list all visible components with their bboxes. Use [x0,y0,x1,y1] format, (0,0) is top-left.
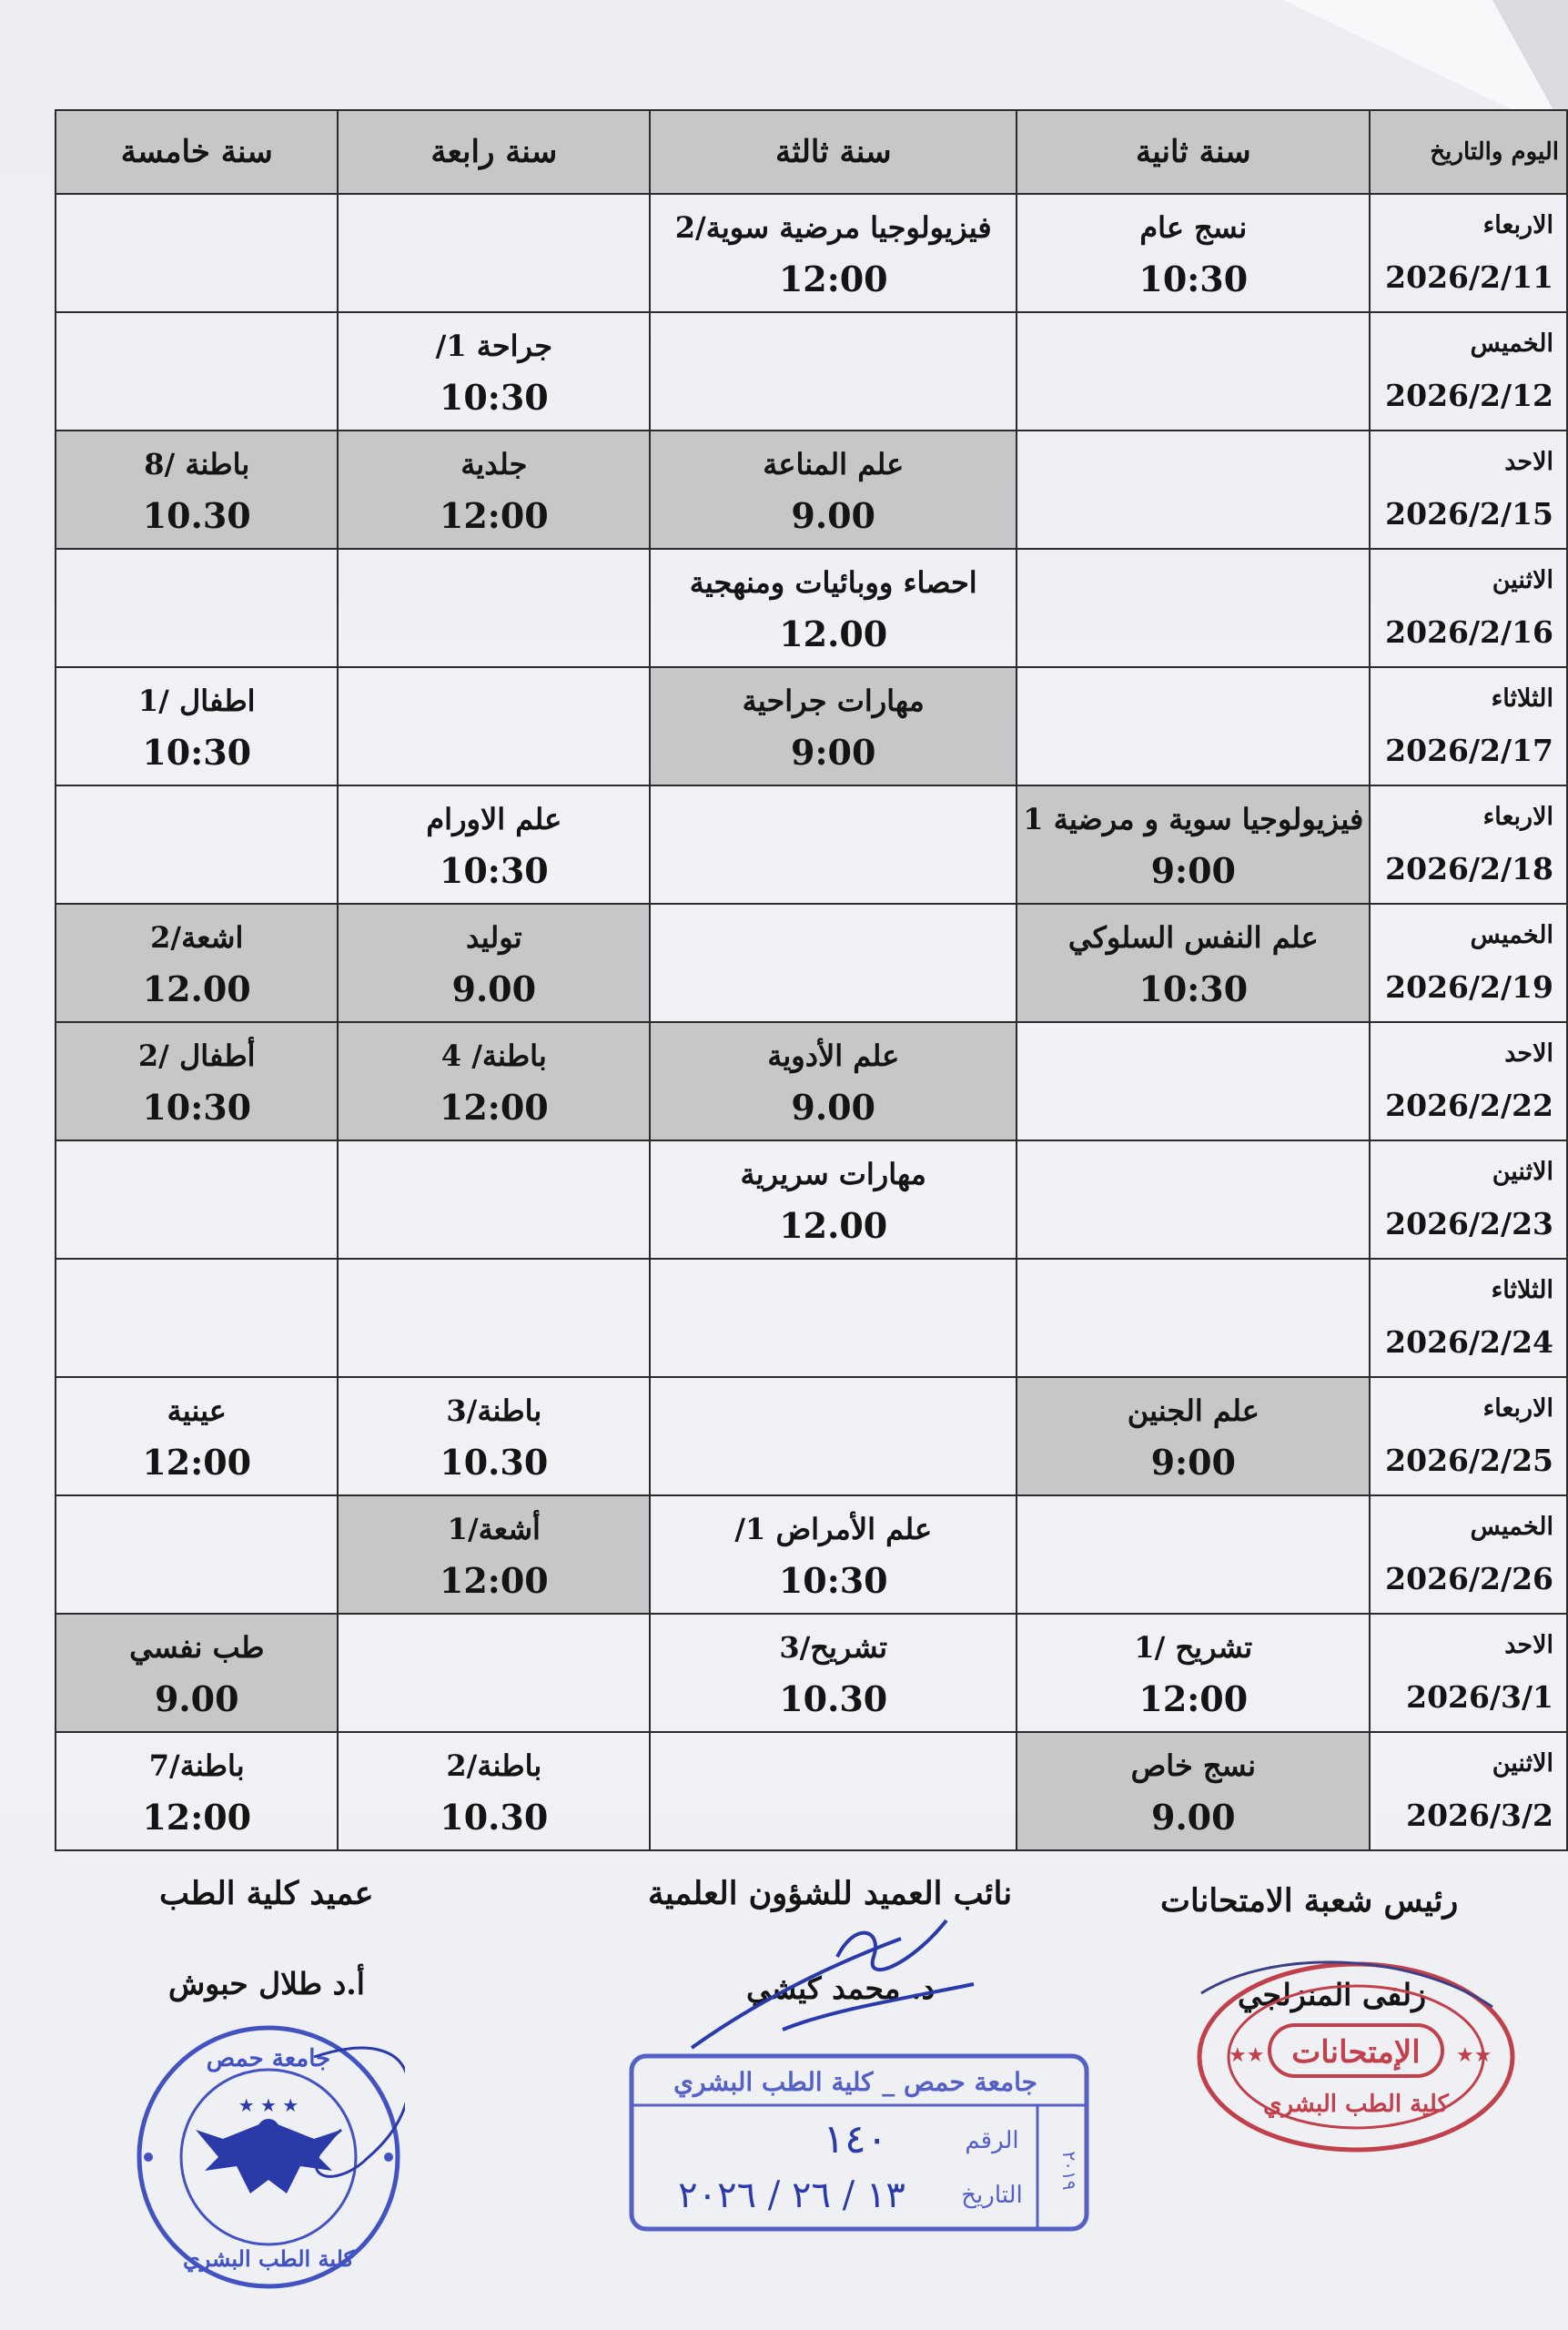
subject-name: باطنة/7 [148,1748,245,1783]
exam-time: 9.00 [791,495,875,536]
exam-time: 9.00 [791,1087,875,1128]
exams-head-name: زلفى المنزلجي [1238,1977,1427,2012]
exam-time: 10.30 [779,1678,888,1719]
exam-cell-y2 [1017,904,1370,1022]
subject-name: جلدية [460,447,528,481]
exams-stamp-text-2: كلية الطب البشري [1263,2091,1449,2118]
exam-cell-y4 [338,312,650,431]
exam-time: 10:30 [142,732,252,773]
registry-number-value: ١٤٠ [823,2116,888,2163]
exam-cell-y3 [650,1022,1017,1140]
subject-name: مهارات سريرية [740,1157,926,1191]
subject-name: عينية [167,1393,227,1428]
day-name: الاربعاء [1482,1394,1553,1423]
exam-time: 10:30 [1138,968,1249,1009]
vice-dean-signature [673,1902,1001,2066]
day-date-cell [1370,1022,1567,1140]
subject-name: فيزيولوجيا سوية و مرضية 1 [1023,802,1364,836]
day-name: الاثنين [1492,1749,1553,1778]
exam-time: 12:00 [142,1797,252,1838]
exam-cell-y3 [650,1495,1017,1614]
exams-department-stamp [1192,1957,1520,2157]
exam-cell-y2 [1017,1022,1370,1140]
dean-title: عميد كلية الطب [159,1875,374,1912]
exam-time: 12.00 [779,613,888,654]
table-row [56,194,1567,312]
exam-date: 2026/2/15 [1385,496,1553,532]
exam-cell-y3 [650,785,1017,904]
exam-cell-y3 [650,194,1017,312]
subject-name: أطفال /2 [137,1038,256,1073]
exam-cell-y2 [1017,1732,1370,1850]
exam-date: 2026/2/18 [1385,851,1553,886]
day-date-cell [1370,312,1567,431]
exam-time: 10.30 [142,495,251,536]
table-row [56,1022,1567,1140]
exam-time: 12:00 [1138,1678,1249,1719]
exam-schedule-table [55,109,1568,1851]
subject-name: احصاء ووبائيات ومنهجية [689,565,977,600]
day-name: الاربعاء [1482,211,1553,239]
exam-time: 10.30 [440,1442,549,1483]
table-row [56,431,1567,549]
exam-cell-y2 [1017,667,1370,785]
dean-seal [132,2021,405,2294]
subject-name: توليد [465,920,522,955]
exam-time: 12.00 [142,968,251,1009]
exam-cell-y2 [1017,785,1370,904]
table-row [56,667,1567,785]
day-name: الاحد [1504,1039,1553,1068]
subject-name: علم النفس السلوكي [1067,920,1319,955]
day-name: الاحد [1504,448,1553,476]
exam-cell-y3 [650,1377,1017,1495]
day-date-cell [1370,667,1567,785]
exam-time: 9:00 [1150,1442,1236,1483]
day-date-cell [1370,1259,1567,1377]
table-row [56,904,1567,1022]
schedule-body [56,194,1567,1850]
exam-time: 10:30 [1138,258,1249,299]
subject-name: فيزيولوجيا مرضية سوية/2 [674,210,992,245]
day-date-cell [1370,785,1567,904]
exam-cell-y5 [56,194,338,312]
exam-cell-y2 [1017,1614,1370,1732]
table-row [56,1732,1567,1850]
exam-cell-y4 [338,1614,650,1732]
exam-date: 2026/2/25 [1385,1443,1553,1478]
exam-cell-y4 [338,431,650,549]
exam-cell-y5 [56,1377,338,1495]
exam-time: 12:00 [439,1560,549,1601]
day-name: الاثنين [1492,566,1553,594]
exam-cell-y5 [56,1614,338,1732]
subject-name: اطفال /1 [137,684,256,718]
day-name: الثلاثاء [1491,1276,1553,1304]
exam-time: 9.00 [451,968,537,1009]
exam-cell-y3 [650,667,1017,785]
dean-seal-top-text: جامعة حمص [206,2045,331,2072]
exam-time: 10:30 [439,850,549,891]
subject-name: أشعة/1 [447,1512,541,1546]
exam-date: 2026/2/11 [1385,259,1553,295]
header-year-4: سنة رابعة [338,110,650,194]
exam-cell-y2 [1017,1140,1370,1259]
exam-date: 2026/2/12 [1385,378,1553,413]
exam-date: 2026/2/24 [1385,1324,1553,1360]
exam-date: 2026/3/2 [1406,1798,1553,1833]
star-icon: ★★ [1229,2044,1265,2067]
exam-cell-y4 [338,194,650,312]
exam-cell-y5 [56,904,338,1022]
day-name: الخميس [1470,329,1553,358]
registry-stamp [628,2052,1092,2234]
exam-date: 2026/2/26 [1385,1561,1553,1596]
exam-date: 2026/2/16 [1385,614,1553,650]
subject-name: مهارات جراحية [742,684,925,718]
exam-time: 12:00 [778,258,888,299]
header-row [56,110,1567,194]
exam-cell-y5 [56,431,338,549]
day-date-cell [1370,1495,1567,1614]
exam-cell-y3 [650,1614,1017,1732]
subject-name: جراحة 1/ [435,329,552,363]
exam-time: 12.00 [779,1205,888,1246]
subject-name: اشعة/2 [150,920,244,955]
registry-side-text: ٢٠١٩ [1058,2151,1080,2191]
exam-cell-y5 [56,1495,338,1614]
exam-cell-y4 [338,1732,650,1850]
day-name: الاثنين [1492,1158,1553,1186]
header-year-5: سنة خامسة [56,110,338,194]
exam-time: 12:00 [439,1087,549,1128]
subject-name: نسج عام [1139,210,1248,245]
exam-cell-y2 [1017,312,1370,431]
day-date-cell [1370,904,1567,1022]
exam-cell-y5 [56,667,338,785]
exam-time: 10:30 [439,377,549,418]
exam-cell-y4 [338,785,650,904]
star-icon: ★ ★ ★ [238,2094,299,2116]
exam-cell-y4 [338,1140,650,1259]
exam-cell-y4 [338,1022,650,1140]
table-row [56,1377,1567,1495]
day-date-cell [1370,194,1567,312]
vice-dean-title: نائب العميد للشؤون العلمية [648,1875,1013,1912]
subject-name: باطنة/ 4 [440,1038,547,1073]
exam-cell-y4 [338,1495,650,1614]
exam-time: 9.00 [1151,1797,1236,1838]
table-row [56,1259,1567,1377]
subject-name: باطنة/3 [446,1393,542,1428]
exam-cell-y3 [650,1140,1017,1259]
subject-name: باطنة/2 [446,1748,542,1783]
exams-head-title: رئيس شعبة الامتحانات [1160,1882,1459,1920]
exam-cell-y2 [1017,549,1370,667]
exam-cell-y3 [650,431,1017,549]
exam-time: 10.30 [440,1797,549,1838]
subject-name: علم الأدوية [767,1038,900,1073]
subject-name: تشريح/3 [779,1630,888,1665]
exam-date: 2026/2/19 [1385,969,1553,1005]
registry-date-label: التاريخ [961,2182,1023,2209]
day-date-cell [1370,549,1567,667]
exam-cell-y4 [338,549,650,667]
day-date-cell [1370,1140,1567,1259]
subject-name: علم المناعة [763,447,905,481]
subject-name: طب نفسي [129,1630,265,1665]
registry-number-label: الرقم [965,2127,1019,2154]
subject-name: نسج خاص [1130,1748,1257,1783]
subject-name: علم الاورام [426,802,562,836]
exam-cell-y2 [1017,1259,1370,1377]
subject-name: باطنة /8 [144,447,250,481]
table-row [56,1495,1567,1614]
day-name: الثلاثاء [1491,684,1553,713]
table-row [56,1140,1567,1259]
dean-seal-bottom-text: كلية الطب البشري [182,2245,355,2272]
exam-time: 12:00 [439,495,549,536]
exam-cell-y5 [56,1022,338,1140]
registry-stamp-header: جامعة حمص _ كلية الطب البشري [673,2067,1037,2097]
registry-date-value: ١٣ / ٢٦ / ٢٠٢٦ [678,2174,905,2216]
subject-name: تشريح /1 [1134,1630,1253,1665]
header-day-date: اليوم والتاريخ [1370,110,1567,194]
day-date-cell [1370,1377,1567,1495]
exam-cell-y5 [56,549,338,667]
table-row [56,312,1567,431]
exam-time: 10:30 [778,1560,888,1601]
exam-date: 2026/2/22 [1385,1088,1553,1123]
exam-cell-y3 [650,904,1017,1022]
exam-cell-y2 [1017,431,1370,549]
exam-cell-y3 [650,549,1017,667]
exam-date: 2026/2/23 [1385,1206,1553,1241]
exam-cell-y4 [338,667,650,785]
exam-cell-y3 [650,1732,1017,1850]
exam-cell-y5 [56,312,338,431]
exam-cell-y5 [56,785,338,904]
exams-stamp-text-1: الإمتحانات [1291,2034,1421,2071]
header-year-3: سنة ثالثة [650,110,1017,194]
day-name: الاحد [1504,1631,1553,1659]
exam-time: 9.00 [154,1678,239,1719]
day-name: الخميس [1470,921,1553,949]
exam-cell-y3 [650,312,1017,431]
exam-time: 10:30 [142,1087,252,1128]
day-name: الاربعاء [1482,803,1553,831]
header-year-2: سنة ثانية [1017,110,1370,194]
day-date-cell [1370,431,1567,549]
exam-cell-y3 [650,1259,1017,1377]
exam-cell-y2 [1017,1495,1370,1614]
exam-date: 2026/3/1 [1406,1679,1553,1715]
vice-dean-name: د. محمد كيشي [746,1970,936,2006]
exam-date: 2026/2/17 [1385,733,1553,768]
subject-name: علم الأمراض 1/ [734,1512,933,1546]
exam-time: 9:00 [1150,850,1236,891]
exam-cell-y4 [338,1259,650,1377]
exam-time: 9:00 [791,732,876,773]
exam-cell-y5 [56,1259,338,1377]
table-row [56,549,1567,667]
table-row [56,1614,1567,1732]
exam-cell-y4 [338,1377,650,1495]
table-row [56,785,1567,904]
day-date-cell [1370,1732,1567,1850]
subject-name: علم الجنين [1127,1393,1259,1428]
dean-name: أ.د طلال حبوش [168,1966,365,2001]
exam-cell-y5 [56,1140,338,1259]
exam-cell-y4 [338,904,650,1022]
exam-cell-y2 [1017,194,1370,312]
star-icon: ★★ [1456,2044,1492,2067]
exam-cell-y2 [1017,1377,1370,1495]
exam-cell-y5 [56,1732,338,1850]
day-date-cell [1370,1614,1567,1732]
exam-time: 12:00 [142,1442,252,1483]
day-name: الخميس [1470,1513,1553,1541]
